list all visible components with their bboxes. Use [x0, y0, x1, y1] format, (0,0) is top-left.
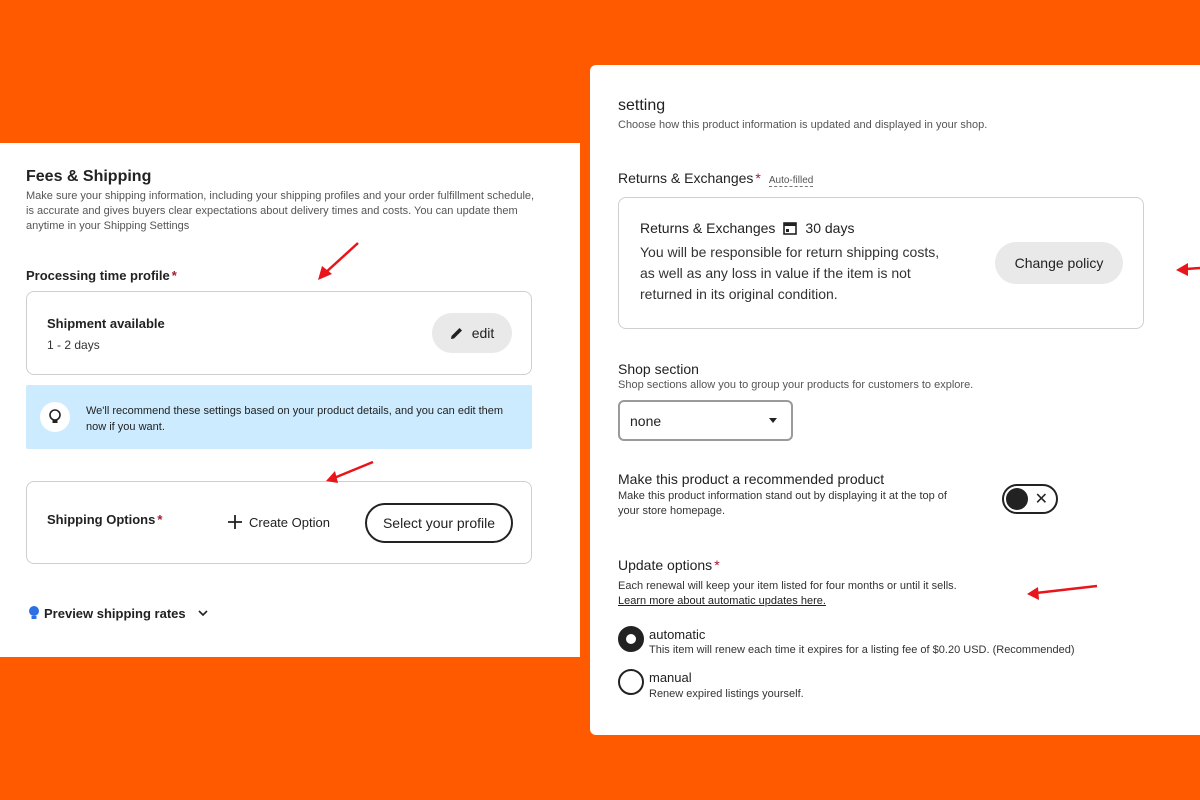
- automatic-label: automatic: [649, 627, 706, 642]
- tip-text: We'll recommend these settings based on your product details, and you can edit them now if you want.: [86, 405, 504, 433]
- shipment-title: Shipment available: [47, 316, 165, 331]
- close-icon: ✕: [1034, 491, 1048, 508]
- returns-exchanges-label: Returns & Exchanges * Auto-filled: [618, 170, 814, 186]
- recommended-description: Make this product information stand out by displaying it at the top of your store homepage.: [618, 490, 947, 517]
- select-profile-button[interactable]: Select your profile: [365, 503, 513, 543]
- setting-title: setting: [618, 97, 666, 114]
- shipment-days: 1 - 2 days: [47, 338, 100, 352]
- arrow-icon: [318, 243, 358, 280]
- update-options-description: Each renewal will keep your item listed for four months or until it sells.: [618, 580, 957, 592]
- shipping-options-label: Shipping Options *: [47, 512, 163, 527]
- setting-description: Choose how this product information is updated and displayed in your shop.: [618, 119, 988, 131]
- processing-time-label: Processing time profile *: [26, 268, 177, 283]
- shop-section-description: Shop sections allow you to group your products for customers to explore.: [618, 379, 974, 391]
- manual-description: Renew expired listings yourself.: [649, 688, 804, 700]
- manual-label: manual: [649, 670, 692, 685]
- arrow-icon: [1176, 263, 1200, 276]
- auto-filled-tag: Auto-filled: [768, 175, 814, 186]
- returns-box-title: Returns & Exchanges 30 days: [640, 220, 855, 236]
- learn-more-link[interactable]: Learn more about automatic updates here.: [618, 595, 826, 607]
- arrow-icon: [326, 462, 373, 483]
- fees-shipping-description: Make sure your shipping information, including your shipping profiles and your order fulfillment schedule, is accurate and gives buyers clear expectations about delivery times and costs. You can update them anytime in your Shipping Settings: [26, 190, 535, 232]
- shop-section-label: Shop section: [618, 361, 699, 377]
- preview-shipping-label: Preview shipping rates: [44, 605, 186, 621]
- update-options-label: Update options *: [618, 557, 720, 573]
- automatic-description: This item will renew each time it expires for a listing fee of $0.20 USD. (Recommended): [649, 644, 1075, 656]
- returns-text: You will be responsible for return shipping costs, as well as any loss in value if the item is not returned in its original condition.: [640, 244, 940, 302]
- recommended-label: Make this product a recommended product: [618, 471, 885, 487]
- arrow-icon: [1027, 586, 1097, 600]
- change-policy-button[interactable]: Change policy: [995, 242, 1123, 284]
- create-option-label: Create Option: [249, 514, 330, 530]
- fees-shipping-title: Fees & Shipping: [26, 168, 152, 185]
- edit-button-label: edit: [471, 325, 495, 341]
- shop-section-value: none: [630, 412, 662, 429]
